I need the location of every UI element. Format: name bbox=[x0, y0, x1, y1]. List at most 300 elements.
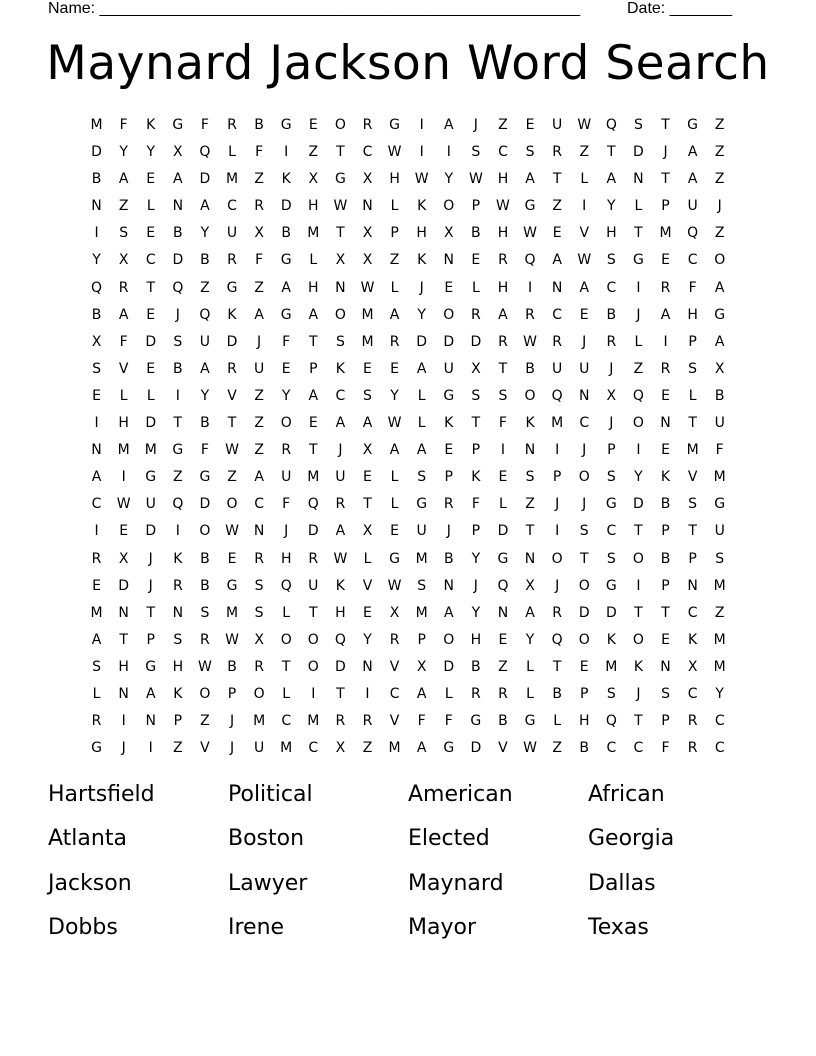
grid-letter[interactable]: P bbox=[471, 442, 481, 459]
grid-letter[interactable]: D bbox=[199, 171, 211, 188]
grid-letter[interactable]: I bbox=[121, 713, 126, 730]
grid-letter[interactable]: H bbox=[280, 550, 292, 567]
grid-letter[interactable]: C bbox=[579, 415, 590, 432]
grid-letter[interactable]: Y bbox=[607, 198, 616, 215]
grid-letter[interactable]: R bbox=[660, 279, 671, 296]
grid-letter[interactable]: D bbox=[443, 658, 455, 675]
grid-letter[interactable]: U bbox=[199, 333, 211, 350]
grid-letter[interactable]: B bbox=[552, 685, 562, 702]
grid-letter[interactable]: Z bbox=[714, 604, 725, 621]
grid-letter[interactable]: O bbox=[632, 415, 644, 432]
grid-letter[interactable]: B bbox=[579, 740, 590, 757]
grid-letter[interactable]: I bbox=[94, 225, 99, 242]
grid-letter[interactable]: P bbox=[309, 360, 318, 377]
grid-letter[interactable]: F bbox=[715, 442, 724, 459]
grid-letter[interactable]: N bbox=[660, 658, 671, 675]
grid-letter[interactable]: S bbox=[173, 333, 183, 350]
grid-letter[interactable]: K bbox=[660, 469, 671, 486]
grid-letter[interactable]: X bbox=[687, 658, 698, 675]
grid-letter[interactable]: U bbox=[335, 469, 346, 486]
grid-letter[interactable]: M bbox=[280, 740, 293, 757]
grid-letter[interactable]: Y bbox=[471, 550, 481, 567]
grid-letter[interactable]: C bbox=[633, 740, 644, 757]
grid-letter[interactable]: G bbox=[280, 252, 292, 269]
grid-letter[interactable]: Q bbox=[199, 144, 211, 161]
grid-letter[interactable]: Z bbox=[714, 117, 725, 133]
grid-letter[interactable]: L bbox=[390, 198, 399, 215]
grid-letter[interactable]: A bbox=[443, 604, 454, 621]
grid-letter[interactable]: O bbox=[199, 685, 211, 702]
grid-letter[interactable]: T bbox=[552, 658, 562, 675]
grid-letter[interactable]: Z bbox=[714, 225, 725, 242]
grid-letter[interactable]: A bbox=[525, 171, 535, 188]
grid-letter[interactable]: Z bbox=[118, 198, 129, 215]
grid-letter[interactable]: E bbox=[661, 631, 670, 648]
grid-letter[interactable]: Q bbox=[172, 279, 184, 296]
grid-letter[interactable]: R bbox=[91, 550, 102, 567]
grid-letter[interactable]: Z bbox=[173, 469, 183, 486]
grid-letter[interactable]: W bbox=[577, 252, 592, 269]
grid-letter[interactable]: P bbox=[661, 523, 670, 540]
grid-letter[interactable]: G bbox=[389, 117, 400, 133]
grid-letter[interactable]: F bbox=[255, 252, 264, 269]
grid-letter[interactable]: S bbox=[525, 469, 535, 486]
grid-letter[interactable]: C bbox=[308, 740, 319, 757]
grid-letter[interactable]: A bbox=[91, 469, 102, 486]
grid-letter[interactable]: Y bbox=[715, 685, 724, 702]
grid-letter[interactable]: P bbox=[471, 523, 481, 540]
grid-letter[interactable]: S bbox=[363, 387, 372, 404]
grid-letter[interactable]: U bbox=[253, 360, 265, 377]
grid-letter[interactable]: P bbox=[661, 713, 670, 730]
grid-letter[interactable]: P bbox=[661, 198, 670, 215]
grid-letter[interactable]: S bbox=[254, 604, 264, 621]
grid-letter[interactable]: L bbox=[417, 387, 426, 404]
date-field-label[interactable]: Date: _______ bbox=[627, 0, 732, 17]
grid-letter[interactable]: O bbox=[443, 306, 455, 323]
grid-letter[interactable]: G bbox=[226, 279, 238, 296]
grid-letter[interactable]: V bbox=[362, 577, 373, 594]
grid-letter[interactable]: U bbox=[687, 198, 698, 215]
grid-letter[interactable]: N bbox=[443, 252, 454, 269]
grid-letter[interactable]: A bbox=[606, 171, 617, 188]
grid-letter[interactable]: S bbox=[606, 550, 616, 567]
grid-letter[interactable]: T bbox=[498, 360, 508, 377]
grid-letter[interactable]: L bbox=[499, 496, 507, 513]
grid-letter[interactable]: Y bbox=[471, 604, 481, 621]
grid-letter[interactable]: D bbox=[605, 604, 617, 621]
grid-letter[interactable]: V bbox=[389, 658, 400, 675]
grid-letter[interactable]: B bbox=[254, 117, 264, 133]
grid-letter[interactable]: I bbox=[175, 523, 180, 540]
grid-letter[interactable]: U bbox=[714, 415, 725, 432]
grid-letter[interactable]: J bbox=[663, 144, 668, 161]
grid-letter[interactable]: M bbox=[361, 306, 374, 323]
grid-letter[interactable]: D bbox=[226, 333, 238, 350]
grid-letter[interactable]: W bbox=[577, 117, 592, 133]
grid-letter[interactable]: A bbox=[173, 171, 183, 188]
grid-letter[interactable]: M bbox=[388, 740, 401, 757]
grid-letter[interactable]: E bbox=[363, 360, 372, 377]
grid-letter[interactable]: A bbox=[552, 252, 562, 269]
grid-letter[interactable]: S bbox=[715, 550, 725, 567]
grid-letter[interactable]: M bbox=[713, 658, 726, 675]
grid-letter[interactable]: Z bbox=[173, 740, 183, 757]
grid-letter[interactable]: L bbox=[363, 550, 372, 567]
grid-letter[interactable]: F bbox=[661, 740, 670, 757]
grid-letter[interactable]: D bbox=[335, 658, 346, 675]
grid-letter[interactable]: F bbox=[282, 496, 291, 513]
grid-letter[interactable]: I bbox=[419, 144, 424, 161]
grid-letter[interactable]: C bbox=[606, 279, 617, 296]
grid-letter[interactable]: I bbox=[555, 442, 560, 459]
grid-letter[interactable]: R bbox=[606, 333, 617, 350]
grid-letter[interactable]: A bbox=[335, 415, 346, 432]
grid-letter[interactable]: T bbox=[336, 685, 345, 702]
grid-letter[interactable]: R bbox=[200, 631, 210, 648]
grid-letter[interactable]: Z bbox=[254, 171, 264, 188]
grid-letter[interactable]: O bbox=[578, 469, 590, 486]
grid-letter[interactable]: A bbox=[200, 360, 210, 377]
grid-letter[interactable]: L bbox=[444, 685, 453, 702]
grid-letter[interactable]: N bbox=[524, 442, 536, 459]
grid-letter[interactable]: W bbox=[468, 171, 483, 188]
grid-letter[interactable]: J bbox=[284, 523, 289, 540]
grid-letter[interactable]: T bbox=[363, 496, 372, 513]
grid-letter[interactable]: R bbox=[389, 631, 400, 648]
grid-letter[interactable]: L bbox=[146, 387, 155, 404]
grid-letter[interactable]: M bbox=[713, 469, 726, 486]
grid-letter[interactable]: Z bbox=[714, 171, 725, 188]
grid-letter[interactable]: I bbox=[582, 198, 587, 215]
grid-letter[interactable]: Y bbox=[363, 631, 372, 648]
grid-letter[interactable]: K bbox=[227, 306, 237, 323]
grid-letter[interactable]: R bbox=[687, 713, 698, 730]
grid-letter[interactable]: A bbox=[335, 523, 346, 540]
grid-letter[interactable]: L bbox=[634, 333, 643, 350]
grid-letter[interactable]: K bbox=[417, 252, 427, 269]
grid-letter[interactable]: B bbox=[606, 306, 617, 323]
grid-letter[interactable]: R bbox=[687, 740, 698, 757]
grid-letter[interactable]: J bbox=[609, 360, 614, 377]
grid-letter[interactable]: Q bbox=[605, 713, 617, 730]
grid-letter[interactable]: U bbox=[714, 523, 725, 540]
grid-letter[interactable]: T bbox=[634, 713, 643, 730]
grid-letter[interactable]: A bbox=[118, 306, 129, 323]
grid-letter[interactable]: R bbox=[470, 306, 481, 323]
grid-letter[interactable]: Q bbox=[91, 279, 103, 296]
grid-letter[interactable]: Z bbox=[254, 387, 264, 404]
grid-letter[interactable]: K bbox=[335, 577, 345, 594]
grid-letter[interactable]: T bbox=[661, 604, 670, 621]
grid-letter[interactable]: S bbox=[688, 360, 698, 377]
grid-letter[interactable]: X bbox=[525, 577, 535, 594]
grid-letter[interactable]: S bbox=[92, 658, 101, 675]
grid-letter[interactable]: N bbox=[253, 523, 265, 540]
grid-letter[interactable]: O bbox=[551, 550, 563, 567]
grid-letter[interactable]: A bbox=[254, 469, 264, 486]
grid-letter[interactable]: H bbox=[687, 306, 698, 323]
grid-letter[interactable]: Y bbox=[119, 144, 128, 161]
grid-letter[interactable]: J bbox=[717, 198, 722, 215]
grid-letter[interactable]: C bbox=[687, 604, 698, 621]
grid-letter[interactable]: N bbox=[335, 279, 346, 296]
grid-letter[interactable]: D bbox=[145, 415, 157, 432]
grid-letter[interactable]: A bbox=[362, 415, 373, 432]
grid-letter[interactable]: Q bbox=[334, 631, 346, 648]
grid-letter[interactable]: M bbox=[90, 604, 103, 621]
grid-letter[interactable]: I bbox=[636, 577, 641, 594]
grid-letter[interactable]: A bbox=[389, 306, 400, 323]
grid-letter[interactable]: D bbox=[145, 333, 157, 350]
grid-letter[interactable]: S bbox=[606, 685, 616, 702]
grid-letter[interactable]: R bbox=[498, 252, 508, 269]
grid-letter[interactable]: Z bbox=[200, 713, 210, 730]
grid-letter[interactable]: T bbox=[579, 550, 589, 567]
grid-letter[interactable]: X bbox=[254, 225, 264, 242]
grid-letter[interactable]: L bbox=[146, 198, 155, 215]
grid-letter[interactable]: M bbox=[117, 442, 130, 459]
grid-letter[interactable]: D bbox=[118, 577, 130, 594]
grid-letter[interactable]: A bbox=[91, 631, 102, 648]
grid-letter[interactable]: S bbox=[254, 577, 264, 594]
grid-letter[interactable]: T bbox=[119, 631, 128, 648]
grid-letter[interactable]: S bbox=[200, 604, 210, 621]
grid-letter[interactable]: T bbox=[525, 523, 535, 540]
grid-letter[interactable]: R bbox=[470, 685, 481, 702]
grid-letter[interactable]: R bbox=[660, 360, 671, 377]
grid-letter[interactable]: R bbox=[362, 117, 373, 133]
grid-letter[interactable]: Z bbox=[254, 415, 264, 432]
grid-letter[interactable]: E bbox=[444, 279, 454, 296]
grid-letter[interactable]: E bbox=[444, 442, 454, 459]
grid-letter[interactable]: M bbox=[415, 604, 428, 621]
grid-letter[interactable]: O bbox=[280, 415, 292, 432]
grid-letter[interactable]: N bbox=[443, 577, 454, 594]
grid-letter[interactable]: E bbox=[92, 387, 101, 404]
grid-letter[interactable]: H bbox=[172, 658, 184, 675]
grid-letter[interactable]: S bbox=[579, 523, 589, 540]
grid-letter[interactable]: R bbox=[525, 306, 535, 323]
grid-letter[interactable]: S bbox=[688, 496, 698, 513]
grid-letter[interactable]: W bbox=[387, 415, 402, 432]
grid-letter[interactable]: O bbox=[307, 631, 319, 648]
grid-letter[interactable]: J bbox=[636, 306, 641, 323]
grid-letter[interactable]: H bbox=[470, 631, 482, 648]
grid-letter[interactable]: M bbox=[225, 604, 239, 621]
grid-letter[interactable]: W bbox=[333, 550, 348, 567]
grid-letter[interactable]: A bbox=[714, 333, 725, 350]
grid-letter[interactable]: C bbox=[145, 252, 156, 269]
grid-letter[interactable]: U bbox=[552, 360, 563, 377]
grid-letter[interactable]: W bbox=[523, 740, 537, 757]
grid-letter[interactable]: R bbox=[498, 333, 508, 350]
grid-letter[interactable]: J bbox=[229, 740, 235, 757]
grid-letter[interactable]: B bbox=[227, 658, 237, 675]
grid-letter[interactable]: Z bbox=[633, 360, 644, 377]
grid-letter[interactable]: A bbox=[416, 360, 427, 377]
grid-letter[interactable]: A bbox=[308, 387, 319, 404]
grid-letter[interactable]: U bbox=[552, 117, 563, 133]
grid-letter[interactable]: W bbox=[333, 198, 348, 215]
grid-letter[interactable]: J bbox=[175, 306, 180, 323]
grid-letter[interactable]: Y bbox=[200, 387, 210, 404]
grid-letter[interactable]: O bbox=[632, 631, 644, 648]
grid-letter[interactable]: H bbox=[118, 415, 129, 432]
grid-letter[interactable]: E bbox=[308, 117, 318, 133]
grid-letter[interactable]: Z bbox=[362, 740, 373, 757]
grid-letter[interactable]: A bbox=[389, 442, 400, 459]
grid-letter[interactable]: G bbox=[145, 469, 157, 486]
grid-letter[interactable]: J bbox=[446, 523, 451, 540]
grid-letter[interactable]: N bbox=[91, 442, 102, 459]
grid-letter[interactable]: Z bbox=[200, 279, 210, 296]
grid-letter[interactable]: M bbox=[713, 631, 726, 648]
grid-letter[interactable]: G bbox=[91, 740, 102, 757]
grid-letter[interactable]: L bbox=[553, 713, 562, 730]
grid-letter[interactable]: H bbox=[308, 198, 319, 215]
grid-letter[interactable]: G bbox=[280, 117, 292, 133]
grid-letter[interactable]: E bbox=[498, 469, 508, 486]
grid-letter[interactable]: K bbox=[146, 117, 156, 133]
grid-letter[interactable]: B bbox=[200, 415, 210, 432]
grid-letter[interactable]: G bbox=[632, 252, 644, 269]
grid-letter[interactable]: U bbox=[416, 523, 427, 540]
grid-letter[interactable]: A bbox=[443, 117, 454, 133]
grid-letter[interactable]: D bbox=[470, 333, 482, 350]
grid-letter[interactable]: J bbox=[582, 442, 587, 459]
grid-letter[interactable]: J bbox=[582, 333, 587, 350]
grid-letter[interactable]: G bbox=[443, 740, 455, 757]
grid-letter[interactable]: Q bbox=[551, 387, 563, 404]
grid-letter[interactable]: B bbox=[498, 713, 508, 730]
grid-letter[interactable]: E bbox=[661, 387, 670, 404]
grid-letter[interactable]: I bbox=[663, 333, 668, 350]
grid-letter[interactable]: Q bbox=[307, 496, 319, 513]
grid-letter[interactable]: D bbox=[470, 740, 482, 757]
grid-letter[interactable]: N bbox=[497, 604, 509, 621]
grid-letter[interactable]: B bbox=[443, 550, 454, 567]
grid-letter[interactable]: R bbox=[227, 117, 237, 133]
grid-letter[interactable]: X bbox=[362, 252, 373, 269]
grid-letter[interactable]: S bbox=[606, 469, 616, 486]
grid-letter[interactable]: C bbox=[498, 144, 508, 161]
grid-letter[interactable]: V bbox=[389, 713, 400, 730]
grid-letter[interactable]: Y bbox=[281, 387, 291, 404]
grid-letter[interactable]: M bbox=[361, 333, 374, 350]
grid-letter[interactable]: B bbox=[471, 225, 481, 242]
grid-letter[interactable]: K bbox=[471, 469, 481, 486]
grid-letter[interactable]: K bbox=[633, 658, 644, 675]
grid-letter[interactable]: C bbox=[606, 523, 617, 540]
grid-letter[interactable]: R bbox=[91, 713, 102, 730]
grid-letter[interactable]: G bbox=[334, 171, 346, 188]
grid-letter[interactable]: L bbox=[282, 604, 291, 621]
grid-letter[interactable]: D bbox=[145, 523, 157, 540]
grid-letter[interactable]: O bbox=[280, 631, 292, 648]
grid-letter[interactable]: B bbox=[173, 360, 183, 377]
grid-letter[interactable]: L bbox=[688, 387, 697, 404]
grid-letter[interactable]: D bbox=[443, 333, 455, 350]
grid-letter[interactable]: B bbox=[200, 577, 210, 594]
grid-letter[interactable]: N bbox=[362, 658, 373, 675]
grid-letter[interactable]: T bbox=[634, 225, 643, 242]
grid-letter[interactable]: G bbox=[280, 306, 292, 323]
grid-letter[interactable]: G bbox=[199, 469, 211, 486]
grid-letter[interactable]: F bbox=[119, 333, 128, 350]
grid-letter[interactable]: E bbox=[308, 415, 318, 432]
grid-letter[interactable]: L bbox=[228, 144, 236, 161]
grid-letter[interactable]: O bbox=[226, 496, 238, 513]
grid-letter[interactable]: R bbox=[335, 496, 346, 513]
grid-letter[interactable]: X bbox=[606, 387, 617, 404]
grid-letter[interactable]: M bbox=[686, 442, 699, 459]
grid-letter[interactable]: H bbox=[416, 225, 427, 242]
grid-letter[interactable]: Q bbox=[551, 631, 563, 648]
grid-letter[interactable]: A bbox=[660, 306, 671, 323]
grid-letter[interactable]: A bbox=[145, 685, 156, 702]
grid-letter[interactable]: G bbox=[226, 577, 238, 594]
grid-letter[interactable]: A bbox=[714, 279, 725, 296]
grid-letter[interactable]: J bbox=[148, 577, 153, 594]
grid-letter[interactable]: N bbox=[172, 198, 184, 215]
grid-letter[interactable]: F bbox=[200, 117, 209, 133]
grid-letter[interactable]: D bbox=[280, 198, 292, 215]
grid-letter[interactable]: L bbox=[309, 252, 318, 269]
grid-letter[interactable]: R bbox=[254, 658, 264, 675]
grid-letter[interactable]: L bbox=[92, 685, 101, 702]
grid-letter[interactable]: G bbox=[605, 577, 617, 594]
grid-letter[interactable]: R bbox=[281, 442, 292, 459]
grid-letter[interactable]: S bbox=[173, 631, 183, 648]
grid-letter[interactable]: E bbox=[363, 469, 372, 486]
grid-letter[interactable]: B bbox=[200, 252, 210, 269]
grid-letter[interactable]: K bbox=[173, 685, 183, 702]
grid-letter[interactable]: Z bbox=[552, 198, 562, 215]
grid-letter[interactable]: G bbox=[443, 387, 455, 404]
grid-letter[interactable]: A bbox=[416, 685, 427, 702]
grid-letter[interactable]: X bbox=[118, 550, 129, 567]
grid-letter[interactable]: B bbox=[660, 496, 671, 513]
grid-letter[interactable]: S bbox=[417, 469, 427, 486]
grid-letter[interactable]: O bbox=[307, 658, 319, 675]
grid-letter[interactable]: A bbox=[416, 442, 427, 459]
grid-letter[interactable]: B bbox=[660, 550, 671, 567]
grid-letter[interactable]: P bbox=[688, 333, 697, 350]
grid-letter[interactable]: M bbox=[144, 442, 157, 459]
grid-letter[interactable]: V bbox=[118, 360, 129, 377]
grid-letter[interactable]: S bbox=[606, 252, 616, 269]
grid-letter[interactable]: T bbox=[552, 171, 562, 188]
grid-letter[interactable]: I bbox=[500, 442, 506, 459]
grid-letter[interactable]: O bbox=[334, 306, 346, 323]
grid-letter[interactable]: P bbox=[580, 685, 589, 702]
grid-letter[interactable]: N bbox=[578, 387, 590, 404]
grid-letter[interactable]: K bbox=[688, 631, 698, 648]
grid-letter[interactable]: J bbox=[338, 442, 343, 459]
grid-letter[interactable]: E bbox=[146, 171, 156, 188]
grid-letter[interactable]: E bbox=[390, 523, 399, 540]
grid-letter[interactable]: M bbox=[713, 577, 726, 594]
grid-letter[interactable]: Y bbox=[390, 387, 399, 404]
grid-letter[interactable]: V bbox=[200, 740, 210, 757]
grid-letter[interactable]: X bbox=[335, 740, 346, 757]
grid-letter[interactable]: O bbox=[714, 252, 726, 269]
grid-letter[interactable]: O bbox=[199, 523, 211, 540]
grid-letter[interactable]: X bbox=[118, 252, 129, 269]
grid-letter[interactable]: P bbox=[417, 631, 426, 648]
grid-letter[interactable]: U bbox=[226, 225, 238, 242]
